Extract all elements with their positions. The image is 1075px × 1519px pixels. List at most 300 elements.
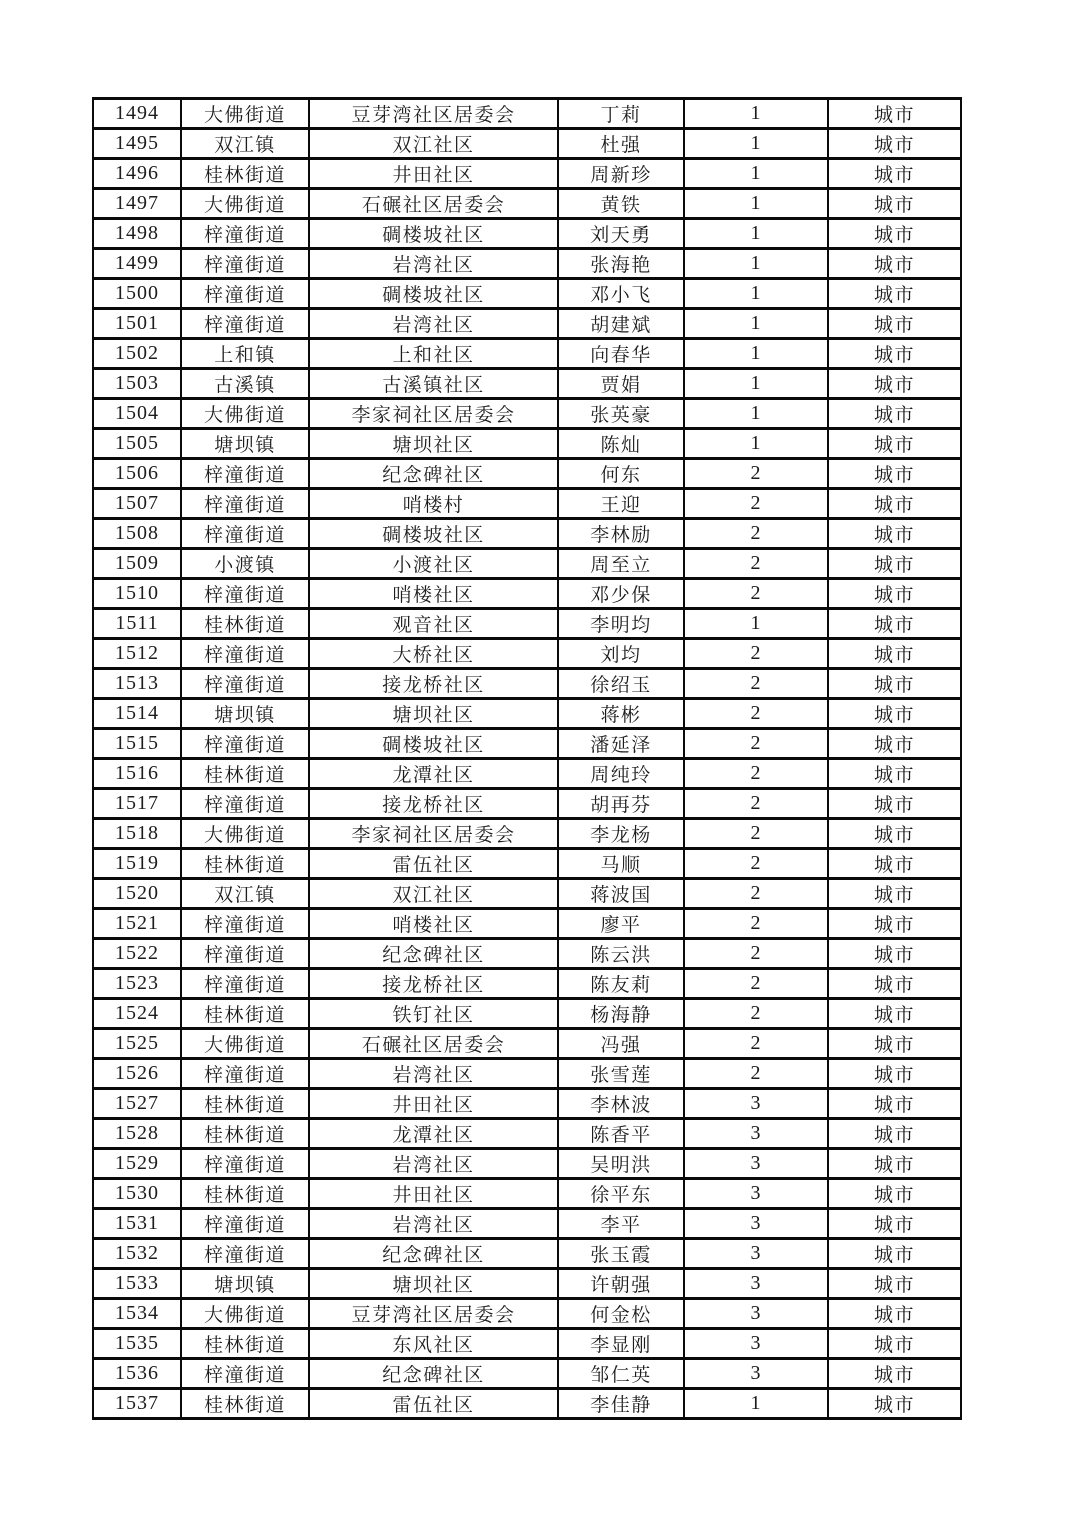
cell-area-type: 城市	[828, 279, 961, 309]
cell-person: 丁莉	[558, 99, 684, 129]
cell-community: 碉楼坡社区	[309, 729, 558, 759]
cell-person: 邓少保	[558, 579, 684, 609]
cell-batch: 3	[684, 1209, 828, 1239]
cell-township: 桂林街道	[181, 849, 309, 879]
roster-table	[92, 97, 962, 1420]
cell-area-type: 城市	[828, 729, 961, 759]
cell-township: 大佛街道	[181, 1029, 309, 1059]
cell-serial: 1499	[93, 249, 181, 279]
cell-person: 徐平东	[558, 1179, 684, 1209]
cell-serial: 1507	[93, 489, 181, 519]
cell-township: 梓潼街道	[181, 579, 309, 609]
cell-person: 刘天勇	[558, 219, 684, 249]
cell-person: 李林波	[558, 1089, 684, 1119]
cell-community: 岩湾社区	[309, 1149, 558, 1179]
cell-batch: 1	[684, 249, 828, 279]
cell-area-type: 城市	[828, 459, 961, 489]
cell-serial: 1509	[93, 549, 181, 579]
cell-person: 周至立	[558, 549, 684, 579]
cell-serial: 1522	[93, 939, 181, 969]
table-row	[93, 99, 961, 129]
cell-batch: 2	[684, 879, 828, 909]
cell-township: 古溪镇	[181, 369, 309, 399]
table-row	[93, 309, 961, 339]
cell-person: 陈灿	[558, 429, 684, 459]
cell-batch: 2	[684, 489, 828, 519]
cell-serial: 1535	[93, 1329, 181, 1359]
table-row	[93, 759, 961, 789]
cell-person: 胡建斌	[558, 309, 684, 339]
cell-township: 桂林街道	[181, 159, 309, 189]
cell-township: 梓潼街道	[181, 1209, 309, 1239]
cell-area-type: 城市	[828, 909, 961, 939]
cell-township: 塘坝镇	[181, 1269, 309, 1299]
cell-batch: 1	[684, 429, 828, 459]
cell-community: 哨楼社区	[309, 909, 558, 939]
table-row	[93, 1149, 961, 1179]
cell-serial: 1495	[93, 129, 181, 159]
cell-community: 塘坝社区	[309, 1269, 558, 1299]
cell-serial: 1508	[93, 519, 181, 549]
cell-serial: 1519	[93, 849, 181, 879]
cell-township: 塘坝镇	[181, 699, 309, 729]
cell-area-type: 城市	[828, 1239, 961, 1269]
cell-township: 梓潼街道	[181, 1149, 309, 1179]
cell-batch: 3	[684, 1299, 828, 1329]
cell-township: 大佛街道	[181, 819, 309, 849]
table-row	[93, 1089, 961, 1119]
cell-person: 黄铁	[558, 189, 684, 219]
cell-community: 纪念碑社区	[309, 459, 558, 489]
cell-person: 王迎	[558, 489, 684, 519]
cell-area-type: 城市	[828, 1269, 961, 1299]
cell-area-type: 城市	[828, 1299, 961, 1329]
cell-serial: 1521	[93, 909, 181, 939]
cell-batch: 2	[684, 639, 828, 669]
cell-community: 岩湾社区	[309, 1209, 558, 1239]
cell-person: 胡再芬	[558, 789, 684, 819]
cell-area-type: 城市	[828, 429, 961, 459]
cell-person: 李平	[558, 1209, 684, 1239]
cell-community: 接龙桥社区	[309, 969, 558, 999]
cell-serial: 1503	[93, 369, 181, 399]
cell-area-type: 城市	[828, 129, 961, 159]
cell-community: 岩湾社区	[309, 309, 558, 339]
cell-serial: 1513	[93, 669, 181, 699]
cell-serial: 1514	[93, 699, 181, 729]
cell-area-type: 城市	[828, 849, 961, 879]
table-row	[93, 1119, 961, 1149]
cell-area-type: 城市	[828, 999, 961, 1029]
cell-person: 许朝强	[558, 1269, 684, 1299]
cell-batch: 2	[684, 549, 828, 579]
cell-serial: 1504	[93, 399, 181, 429]
cell-area-type: 城市	[828, 189, 961, 219]
cell-person: 何东	[558, 459, 684, 489]
cell-community: 纪念碑社区	[309, 1359, 558, 1389]
cell-area-type: 城市	[828, 1059, 961, 1089]
cell-batch: 3	[684, 1119, 828, 1149]
cell-batch: 2	[684, 999, 828, 1029]
table-row	[93, 669, 961, 699]
cell-person: 邓小飞	[558, 279, 684, 309]
cell-serial: 1536	[93, 1359, 181, 1389]
cell-area-type: 城市	[828, 399, 961, 429]
cell-township: 桂林街道	[181, 1329, 309, 1359]
cell-serial: 1515	[93, 729, 181, 759]
cell-batch: 3	[684, 1269, 828, 1299]
cell-serial: 1528	[93, 1119, 181, 1149]
cell-person: 李佳静	[558, 1389, 684, 1419]
cell-township: 梓潼街道	[181, 939, 309, 969]
cell-batch: 1	[684, 309, 828, 339]
cell-serial: 1506	[93, 459, 181, 489]
cell-area-type: 城市	[828, 489, 961, 519]
cell-batch: 3	[684, 1329, 828, 1359]
table-row	[93, 1179, 961, 1209]
cell-township: 桂林街道	[181, 1119, 309, 1149]
cell-serial: 1523	[93, 969, 181, 999]
cell-person: 陈云洪	[558, 939, 684, 969]
cell-serial: 1520	[93, 879, 181, 909]
cell-township: 梓潼街道	[181, 669, 309, 699]
table-row	[93, 249, 961, 279]
cell-township: 大佛街道	[181, 99, 309, 129]
table-row	[93, 699, 961, 729]
cell-township: 梓潼街道	[181, 789, 309, 819]
cell-community: 古溪镇社区	[309, 369, 558, 399]
cell-serial: 1533	[93, 1269, 181, 1299]
table-row	[93, 519, 961, 549]
cell-serial: 1498	[93, 219, 181, 249]
cell-batch: 2	[684, 969, 828, 999]
cell-area-type: 城市	[828, 1089, 961, 1119]
cell-community: 雷伍社区	[309, 849, 558, 879]
cell-serial: 1517	[93, 789, 181, 819]
cell-batch: 1	[684, 279, 828, 309]
cell-community: 双江社区	[309, 129, 558, 159]
cell-township: 梓潼街道	[181, 969, 309, 999]
cell-community: 哨楼社区	[309, 579, 558, 609]
cell-township: 梓潼街道	[181, 279, 309, 309]
cell-batch: 3	[684, 1359, 828, 1389]
cell-serial: 1530	[93, 1179, 181, 1209]
cell-township: 上和镇	[181, 339, 309, 369]
cell-community: 李家祠社区居委会	[309, 399, 558, 429]
cell-township: 小渡镇	[181, 549, 309, 579]
cell-person: 李龙杨	[558, 819, 684, 849]
cell-township: 梓潼街道	[181, 519, 309, 549]
cell-person: 张海艳	[558, 249, 684, 279]
cell-community: 碉楼坡社区	[309, 279, 558, 309]
cell-community: 豆芽湾社区居委会	[309, 99, 558, 129]
cell-person: 潘延泽	[558, 729, 684, 759]
cell-serial: 1496	[93, 159, 181, 189]
cell-township: 梓潼街道	[181, 489, 309, 519]
cell-serial: 1505	[93, 429, 181, 459]
cell-batch: 1	[684, 339, 828, 369]
cell-community: 接龙桥社区	[309, 789, 558, 819]
table-row	[93, 999, 961, 1029]
table-row	[93, 459, 961, 489]
cell-person: 周纯玲	[558, 759, 684, 789]
cell-area-type: 城市	[828, 819, 961, 849]
cell-batch: 2	[684, 939, 828, 969]
cell-batch: 2	[684, 819, 828, 849]
cell-township: 梓潼街道	[181, 1059, 309, 1089]
cell-batch: 2	[684, 789, 828, 819]
cell-community: 接龙桥社区	[309, 669, 558, 699]
cell-township: 桂林街道	[181, 1089, 309, 1119]
cell-serial: 1516	[93, 759, 181, 789]
cell-community: 小渡社区	[309, 549, 558, 579]
table-row	[93, 189, 961, 219]
cell-person: 李明均	[558, 609, 684, 639]
cell-area-type: 城市	[828, 789, 961, 819]
cell-community: 雷伍社区	[309, 1389, 558, 1419]
cell-batch: 1	[684, 99, 828, 129]
table-row	[93, 129, 961, 159]
cell-batch: 2	[684, 849, 828, 879]
cell-township: 大佛街道	[181, 1299, 309, 1329]
cell-batch: 2	[684, 699, 828, 729]
cell-serial: 1500	[93, 279, 181, 309]
table-row	[93, 339, 961, 369]
cell-township: 桂林街道	[181, 609, 309, 639]
cell-community: 石碾社区居委会	[309, 1029, 558, 1059]
cell-serial: 1510	[93, 579, 181, 609]
cell-batch: 1	[684, 369, 828, 399]
cell-batch: 2	[684, 729, 828, 759]
cell-person: 陈香平	[558, 1119, 684, 1149]
cell-person: 蒋波国	[558, 879, 684, 909]
table-row	[93, 579, 961, 609]
table-row	[93, 909, 961, 939]
cell-serial: 1497	[93, 189, 181, 219]
cell-community: 岩湾社区	[309, 249, 558, 279]
cell-area-type: 城市	[828, 1329, 961, 1359]
table-row	[93, 789, 961, 819]
cell-community: 井田社区	[309, 1089, 558, 1119]
cell-area-type: 城市	[828, 699, 961, 729]
table-row	[93, 639, 961, 669]
cell-area-type: 城市	[828, 99, 961, 129]
cell-serial: 1501	[93, 309, 181, 339]
cell-serial: 1502	[93, 339, 181, 369]
cell-township: 梓潼街道	[181, 309, 309, 339]
cell-batch: 2	[684, 1059, 828, 1089]
cell-person: 张英豪	[558, 399, 684, 429]
cell-community: 龙潭社区	[309, 759, 558, 789]
cell-township: 梓潼街道	[181, 729, 309, 759]
cell-batch: 3	[684, 1179, 828, 1209]
cell-serial: 1512	[93, 639, 181, 669]
cell-person: 刘均	[558, 639, 684, 669]
cell-batch: 2	[684, 909, 828, 939]
cell-batch: 3	[684, 1239, 828, 1269]
cell-person: 李显刚	[558, 1329, 684, 1359]
cell-serial: 1494	[93, 99, 181, 129]
table-row	[93, 849, 961, 879]
cell-area-type: 城市	[828, 159, 961, 189]
cell-person: 陈友莉	[558, 969, 684, 999]
cell-batch: 1	[684, 609, 828, 639]
cell-serial: 1527	[93, 1089, 181, 1119]
cell-batch: 2	[684, 519, 828, 549]
cell-person: 贾娟	[558, 369, 684, 399]
cell-community: 李家祠社区居委会	[309, 819, 558, 849]
cell-batch: 3	[684, 1089, 828, 1119]
table-row	[93, 1389, 961, 1419]
cell-area-type: 城市	[828, 309, 961, 339]
cell-community: 石碾社区居委会	[309, 189, 558, 219]
table-row	[93, 1359, 961, 1389]
cell-township: 梓潼街道	[181, 249, 309, 279]
table-row	[93, 549, 961, 579]
table-row	[93, 939, 961, 969]
cell-batch: 1	[684, 399, 828, 429]
cell-township: 大佛街道	[181, 399, 309, 429]
cell-township: 梓潼街道	[181, 459, 309, 489]
cell-township: 梓潼街道	[181, 1359, 309, 1389]
cell-community: 碉楼坡社区	[309, 219, 558, 249]
cell-person: 廖平	[558, 909, 684, 939]
table-row	[93, 489, 961, 519]
cell-township: 梓潼街道	[181, 219, 309, 249]
cell-batch: 2	[684, 1029, 828, 1059]
cell-township: 梓潼街道	[181, 1239, 309, 1269]
cell-person: 李林励	[558, 519, 684, 549]
cell-batch: 1	[684, 129, 828, 159]
cell-community: 塘坝社区	[309, 699, 558, 729]
cell-person: 邹仁英	[558, 1359, 684, 1389]
table-row	[93, 159, 961, 189]
cell-township: 桂林街道	[181, 999, 309, 1029]
cell-area-type: 城市	[828, 609, 961, 639]
table-row	[93, 819, 961, 849]
table-row	[93, 969, 961, 999]
cell-serial: 1526	[93, 1059, 181, 1089]
table-row	[93, 879, 961, 909]
cell-serial: 1531	[93, 1209, 181, 1239]
cell-township: 双江镇	[181, 129, 309, 159]
cell-serial: 1524	[93, 999, 181, 1029]
cell-area-type: 城市	[828, 549, 961, 579]
cell-person: 马顺	[558, 849, 684, 879]
cell-person: 蒋彬	[558, 699, 684, 729]
cell-serial: 1511	[93, 609, 181, 639]
cell-serial: 1534	[93, 1299, 181, 1329]
cell-serial: 1525	[93, 1029, 181, 1059]
cell-township: 塘坝镇	[181, 429, 309, 459]
cell-township: 桂林街道	[181, 1389, 309, 1419]
cell-batch: 3	[684, 1149, 828, 1179]
cell-community: 纪念碑社区	[309, 939, 558, 969]
table-row	[93, 1299, 961, 1329]
cell-batch: 1	[684, 1389, 828, 1419]
cell-serial: 1529	[93, 1149, 181, 1179]
cell-community: 纪念碑社区	[309, 1239, 558, 1269]
table-row	[93, 219, 961, 249]
table-row	[93, 1269, 961, 1299]
cell-area-type: 城市	[828, 249, 961, 279]
table-row	[93, 279, 961, 309]
cell-community: 岩湾社区	[309, 1059, 558, 1089]
cell-community: 碉楼坡社区	[309, 519, 558, 549]
cell-community: 观音社区	[309, 609, 558, 639]
cell-area-type: 城市	[828, 939, 961, 969]
cell-person: 周新珍	[558, 159, 684, 189]
cell-batch: 1	[684, 219, 828, 249]
cell-batch: 1	[684, 159, 828, 189]
cell-person: 向春华	[558, 339, 684, 369]
cell-area-type: 城市	[828, 369, 961, 399]
cell-person: 张雪莲	[558, 1059, 684, 1089]
table-row	[93, 1209, 961, 1239]
table-row	[93, 429, 961, 459]
cell-township: 桂林街道	[181, 759, 309, 789]
table-row	[93, 729, 961, 759]
table-row	[93, 1059, 961, 1089]
cell-community: 东风社区	[309, 1329, 558, 1359]
cell-community: 上和社区	[309, 339, 558, 369]
cell-serial: 1537	[93, 1389, 181, 1419]
cell-area-type: 城市	[828, 1179, 961, 1209]
cell-community: 豆芽湾社区居委会	[309, 1299, 558, 1329]
cell-township: 梓潼街道	[181, 639, 309, 669]
table-row	[93, 609, 961, 639]
cell-batch: 2	[684, 759, 828, 789]
cell-batch: 2	[684, 459, 828, 489]
cell-township: 梓潼街道	[181, 909, 309, 939]
cell-batch: 2	[684, 669, 828, 699]
cell-community: 塘坝社区	[309, 429, 558, 459]
cell-area-type: 城市	[828, 879, 961, 909]
table-row	[93, 369, 961, 399]
cell-area-type: 城市	[828, 579, 961, 609]
cell-township: 大佛街道	[181, 189, 309, 219]
cell-area-type: 城市	[828, 339, 961, 369]
table-row	[93, 1029, 961, 1059]
roster-table-body	[93, 99, 961, 1419]
cell-serial: 1532	[93, 1239, 181, 1269]
table-row	[93, 399, 961, 429]
cell-area-type: 城市	[828, 639, 961, 669]
cell-area-type: 城市	[828, 759, 961, 789]
cell-batch: 1	[684, 189, 828, 219]
cell-person: 张玉霞	[558, 1239, 684, 1269]
cell-community: 井田社区	[309, 159, 558, 189]
cell-area-type: 城市	[828, 969, 961, 999]
cell-township: 双江镇	[181, 879, 309, 909]
cell-community: 井田社区	[309, 1179, 558, 1209]
table-row	[93, 1239, 961, 1269]
cell-area-type: 城市	[828, 669, 961, 699]
cell-community: 双江社区	[309, 879, 558, 909]
cell-area-type: 城市	[828, 519, 961, 549]
cell-person: 徐绍玉	[558, 669, 684, 699]
cell-township: 桂林街道	[181, 1179, 309, 1209]
cell-area-type: 城市	[828, 1209, 961, 1239]
cell-person: 杜强	[558, 129, 684, 159]
cell-community: 龙潭社区	[309, 1119, 558, 1149]
table-row	[93, 1329, 961, 1359]
cell-person: 冯强	[558, 1029, 684, 1059]
cell-person: 吴明洪	[558, 1149, 684, 1179]
cell-community: 铁钉社区	[309, 999, 558, 1029]
cell-area-type: 城市	[828, 1359, 961, 1389]
cell-community: 大桥社区	[309, 639, 558, 669]
